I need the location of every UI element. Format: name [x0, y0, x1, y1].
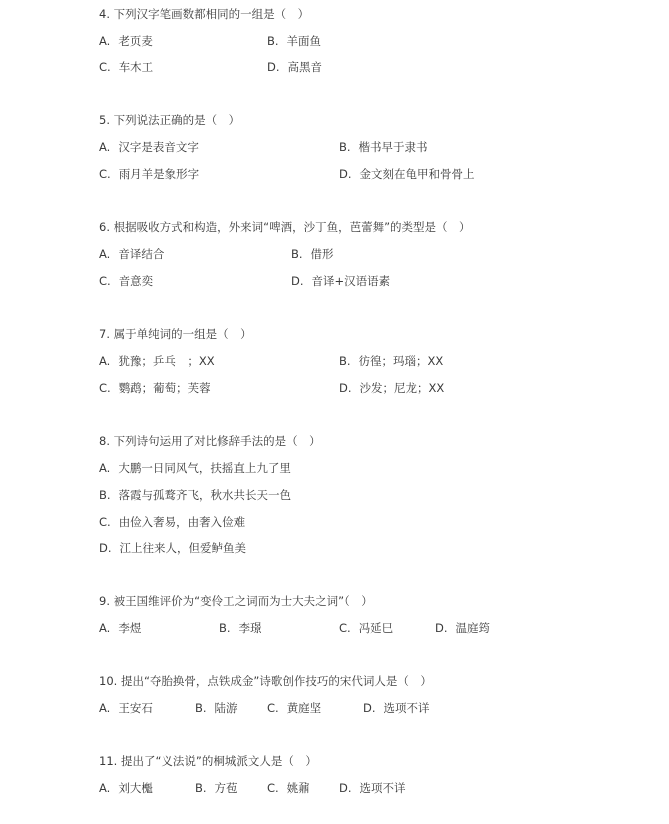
option-label: D. [291, 274, 304, 288]
option-c [339, 620, 393, 636]
option-label: D. [267, 60, 280, 74]
option-text: 李煜 [118, 621, 142, 635]
option-b [195, 780, 238, 796]
option-text: 雨月羊是象形字 [118, 167, 200, 181]
option-text: 大鹏一日同风气，扶摇直上九了里 [118, 461, 291, 475]
option-b [99, 487, 291, 503]
option-text: 落霞与孤鹜齐飞，秋水共长天一色 [118, 488, 292, 502]
option-c [99, 166, 199, 182]
option-text: 楷书早于隶书 [358, 140, 428, 154]
option-label: A. [99, 621, 111, 635]
option-label: D. [99, 541, 112, 555]
option-text: 彷徨；玛瑙；XX [358, 354, 444, 368]
option-d [435, 620, 490, 636]
option-b [291, 246, 334, 262]
option-label: C. [99, 381, 111, 395]
option-label: B. [339, 354, 351, 368]
option-label: D. [339, 381, 352, 395]
option-b [195, 700, 238, 716]
option-d [363, 700, 430, 716]
option-a [99, 246, 164, 262]
option-text: 音意奕 [118, 274, 154, 288]
option-d [339, 780, 406, 796]
option-a [99, 33, 153, 49]
option-c [99, 59, 153, 75]
option-c [99, 380, 211, 396]
option-label: D. [339, 167, 352, 181]
option-label: A. [99, 461, 111, 475]
option-d [99, 540, 246, 556]
question-stem: 8. 下列诗句运用了对比修辞手法的是（ ） [99, 434, 321, 448]
option-label: C. [267, 701, 279, 715]
option-text: 高黑音 [287, 60, 323, 74]
option-text: 羊面鱼 [286, 34, 322, 48]
option-text: 沙发；尼龙；XX [359, 381, 445, 395]
option-label: D. [339, 781, 352, 795]
option-label: A. [99, 781, 111, 795]
option-text: 鹦鹉；葡萄；芙蓉 [118, 381, 211, 395]
option-c [99, 273, 153, 289]
option-a [99, 620, 141, 636]
option-text: 借形 [310, 247, 334, 261]
option-label: A. [99, 701, 111, 715]
option-b [339, 139, 428, 155]
option-d [267, 59, 322, 75]
option-text: 音译+汉语语素 [311, 274, 391, 288]
option-text: 陆游 [214, 701, 238, 715]
option-d [339, 380, 444, 396]
option-d [291, 273, 390, 289]
option-label: C. [339, 621, 351, 635]
option-label: B. [219, 621, 231, 635]
option-b [267, 33, 321, 49]
option-label: C. [99, 60, 111, 74]
option-a [99, 460, 291, 476]
question-stem: 11. 提出了“义法说”的桐城派文人是（ ） [99, 754, 317, 768]
option-label: C. [99, 274, 111, 288]
option-text: 车木工 [118, 60, 154, 74]
option-c [99, 514, 245, 530]
option-label: C. [99, 167, 111, 181]
question-stem: 7. 属于单纯词的一组是（ ） [99, 327, 252, 341]
option-text: 金文刻在龟甲和骨骨上 [359, 167, 475, 181]
option-label: A. [99, 354, 111, 368]
option-label: B. [195, 781, 207, 795]
option-label: A. [99, 140, 111, 154]
option-text: 李璟 [238, 621, 262, 635]
option-d [339, 166, 475, 182]
option-text: 冯延巳 [358, 621, 394, 635]
option-b [339, 353, 443, 369]
option-label: D. [363, 701, 376, 715]
option-text: 选项不详 [383, 701, 430, 715]
option-text: 犹豫；乒乓 ；XX [118, 354, 215, 368]
option-text: 由俭入奢易，由奢入俭难 [118, 515, 246, 529]
option-text: 刘大櫆 [118, 781, 153, 795]
option-text: 汉字是表音文字 [118, 140, 199, 154]
option-label: B. [291, 247, 303, 261]
option-label: C. [99, 515, 111, 529]
question-stem: 9. 被王国维评价为“变伶工之词而为士大夫之词”（ ） [99, 594, 373, 608]
question-stem: 5. 下列说法正确的是（ ） [99, 113, 241, 127]
option-label: B. [267, 34, 279, 48]
option-text: 音译结合 [118, 247, 165, 261]
option-a [99, 700, 153, 716]
option-label: C. [267, 781, 279, 795]
option-text: 姚鼐 [286, 781, 310, 795]
option-text: 王安石 [118, 701, 153, 715]
option-text: 方苞 [214, 781, 238, 795]
option-text: 老页麦 [118, 34, 153, 48]
option-label: B. [99, 488, 111, 502]
option-a [99, 139, 199, 155]
question-stem: 4. 下列汉字笔画数都相同的一组是（ ） [99, 7, 310, 21]
option-a [99, 353, 215, 369]
option-c [267, 780, 310, 796]
option-label: A. [99, 34, 111, 48]
option-text: 江上往来人，但爱鲈鱼美 [119, 541, 247, 555]
option-c [267, 700, 321, 716]
option-label: B. [195, 701, 207, 715]
question-stem: 10. 提出“夺胎换骨，点铁成金”诗歌创作技巧的宋代词人是（ ） [99, 674, 432, 688]
option-text: 黄庭坚 [286, 701, 322, 715]
option-a [99, 780, 153, 796]
option-text: 选项不详 [359, 781, 406, 795]
option-label: A. [99, 247, 111, 261]
option-b [219, 620, 262, 636]
question-stem: 6. 根据吸收方式和构造，外来词“啤酒，沙丁鱼，芭蕾舞”的类型是（ ） [99, 220, 471, 234]
option-text: 温庭筠 [455, 621, 491, 635]
option-label: D. [435, 621, 448, 635]
option-label: B. [339, 140, 351, 154]
